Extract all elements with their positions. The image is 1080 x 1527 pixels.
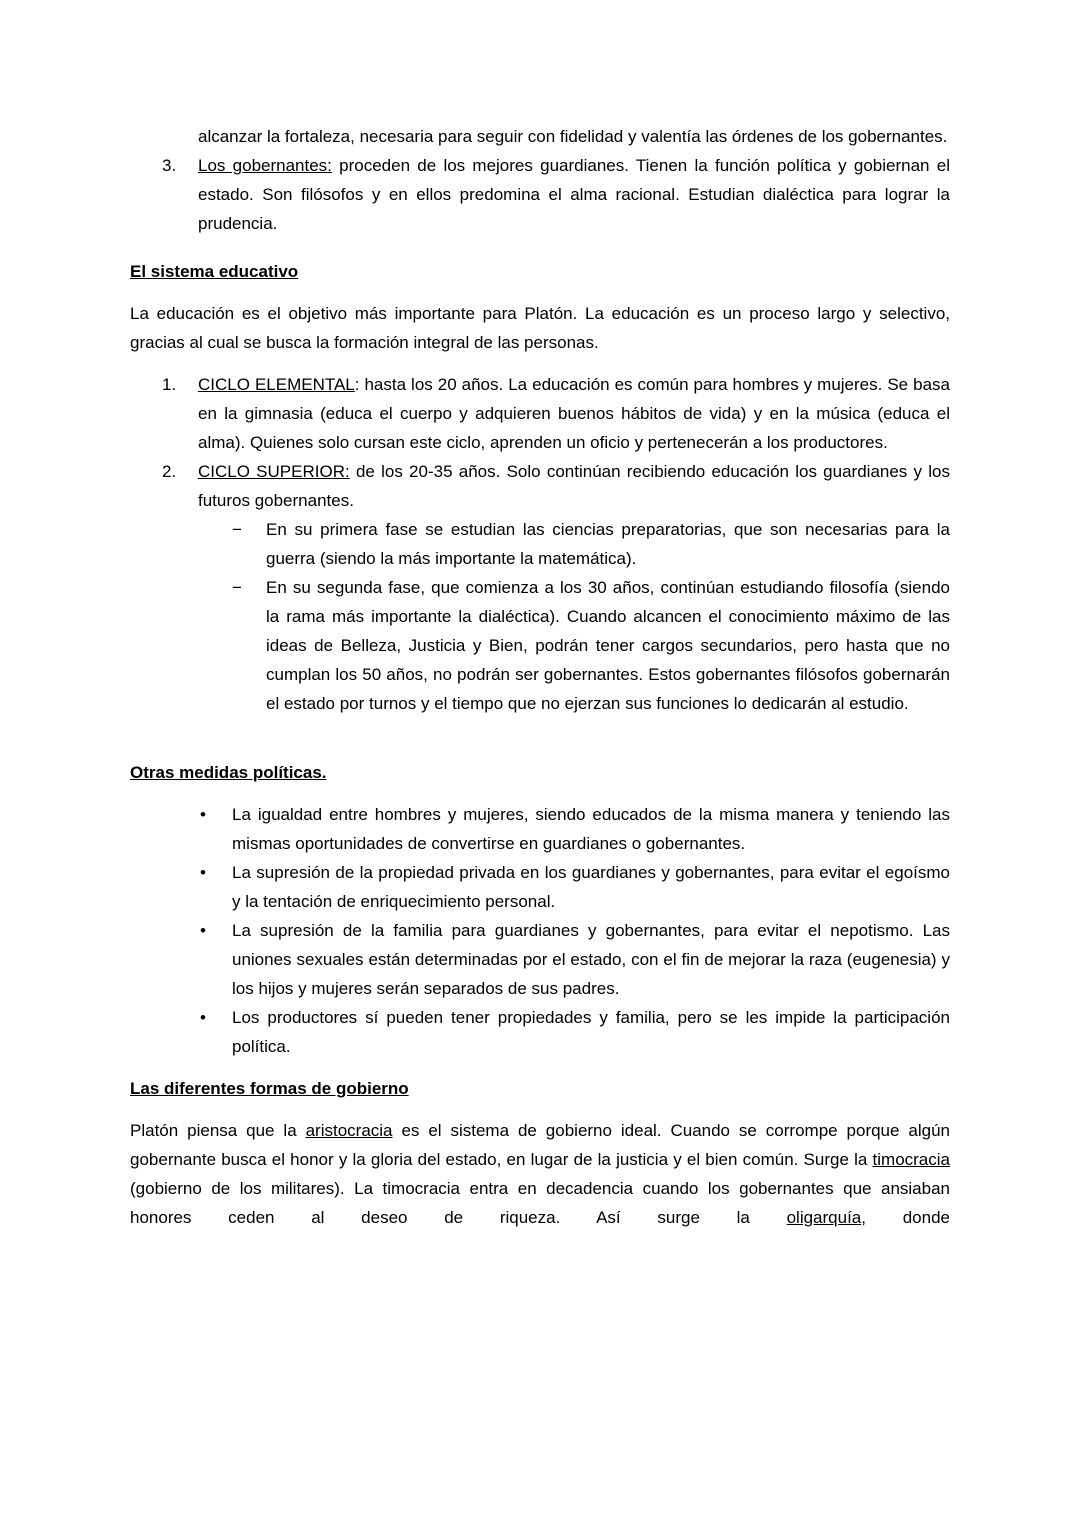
measure-family-text: La supresión de la familia para guardianes y gobernantes, para evitar el nepotismo. Las uniones sexuales están determinadas por el estado, con el fin de mejorar la raza (eugenesia) y los hijos y mujeres serán separados de sus padres. bbox=[232, 921, 950, 998]
list-number-3: 3. bbox=[162, 156, 177, 175]
heading-other-political-measures: Otras medidas políticas. bbox=[130, 763, 327, 782]
rulers-text: proceden de los mejores guardianes. Tienen la función política y gobiernan el estado. Son filósofos y en ellos predomina el alma racional. Estudian dialéctica para lograr la prudencia. bbox=[198, 156, 950, 233]
government-text-3: (gobierno de los militares). La timocracia entra en decadencia cuando los gobernantes que ansiaban honores ceden al deseo de riqueza. Así surge la bbox=[130, 1179, 950, 1227]
term-timocracia: timocracia bbox=[872, 1150, 950, 1169]
social-classes-list bbox=[130, 122, 950, 238]
cycle-superior-text: de los 20-35 años. Solo continúan recibiendo educación los guardianes y los futuros gobernantes. bbox=[198, 462, 951, 510]
dash-marker: − bbox=[232, 520, 242, 539]
measure-producers-item bbox=[200, 1003, 950, 1061]
measure-family-item bbox=[200, 916, 950, 1003]
phase-second-item bbox=[232, 573, 950, 718]
guardians-item-continuation bbox=[198, 122, 950, 151]
list-item-rulers bbox=[162, 151, 950, 238]
education-cycles-list bbox=[130, 370, 950, 718]
measure-property-text: La supresión de la propiedad privada en los guardianes y gobernantes, para evitar el egoísmo y la tentación de enriquecimiento personal. bbox=[232, 863, 950, 911]
government-text-2: es el sistema de gobierno ideal. Cuando se corrompe porque algún gobernante busca el honor y la gloria del estado, en lugar de la justicia y el bien común. Surge la bbox=[130, 1121, 950, 1169]
term-aristocracia: aristocracia bbox=[305, 1121, 393, 1140]
dash-marker: − bbox=[232, 578, 242, 597]
measure-equality-item bbox=[200, 800, 950, 858]
heading-education-system: El sistema educativo bbox=[130, 262, 299, 281]
bullet-icon: • bbox=[200, 805, 206, 824]
list-number-1: 1. bbox=[162, 375, 177, 394]
political-measures-list bbox=[130, 800, 950, 1061]
measure-producers-text: Los productores sí pueden tener propiedades y familia, pero se les impide la participación política. bbox=[232, 1008, 950, 1056]
phase-first-text: En su primera fase se estudian las ciencias preparatorias, que son necesarias para la guerra (siendo la más importante la matemática). bbox=[266, 520, 950, 568]
government-text-1: Platón piensa que la bbox=[130, 1121, 306, 1140]
government-forms-paragraph bbox=[130, 1116, 950, 1232]
list-item-cycle-elemental bbox=[162, 370, 950, 457]
education-intro-paragraph: La educación es el objetivo más importante para Platón. La educación es un proceso largo y selectivo, gracias al cual se busca la formación integral de las personas. bbox=[130, 304, 950, 352]
cycle-elemental-lead: CICLO ELEMENTAL bbox=[198, 375, 355, 394]
rulers-lead: Los gobernantes: bbox=[198, 156, 332, 175]
phase-first-item bbox=[232, 515, 950, 573]
bullet-icon: • bbox=[200, 863, 206, 882]
term-oligarquia: oligarquía bbox=[786, 1208, 862, 1227]
bullet-icon: • bbox=[200, 1008, 206, 1027]
list-number-2: 2. bbox=[162, 462, 177, 481]
measure-property-item bbox=[200, 858, 950, 916]
government-text-4: , donde bbox=[861, 1208, 950, 1227]
cycle-elemental-text: : hasta los 20 años. La educación es común para hombres y mujeres. Se basa en la gimnasia (educa el cuerpo y adquieren buenos hábitos de vida) y en la música (educa el alma). Quienes solo cursan este ciclo, aprenden un oficio y pertenecerán a los productores. bbox=[198, 375, 950, 452]
phase-second-text: En su segunda fase, que comienza a los 30 años, continúan estudiando filosofía (siendo la rama más importante la dialéctica). Cuando alcancen el conocimiento máximo de las ideas de Belleza, Justicia y Bien, podrán tener cargos secundarios, pero hasta que no cumplan los 50 años, no podrán ser gobernantes. Estos gobernantes filósofos gobernarán el estado por turnos y el tiempo que no ejerzan sus funciones lo dedicarán al estudio. bbox=[266, 578, 950, 713]
measure-equality-text: La igualdad entre hombres y mujeres, siendo educados de la misma manera y teniendo las mismas oportunidades de convertirse en guardianes o gobernantes. bbox=[232, 805, 950, 853]
heading-forms-of-government: Las diferentes formas de gobierno bbox=[130, 1079, 409, 1098]
bullet-icon: • bbox=[200, 921, 206, 940]
cycle-superior-lead: CICLO SUPERIOR: bbox=[198, 462, 350, 481]
guardians-continuation-text: alcanzar la fortaleza, necesaria para seguir con fidelidad y valentía las órdenes de los gobernantes. bbox=[198, 127, 948, 146]
list-item-cycle-superior bbox=[162, 457, 951, 718]
